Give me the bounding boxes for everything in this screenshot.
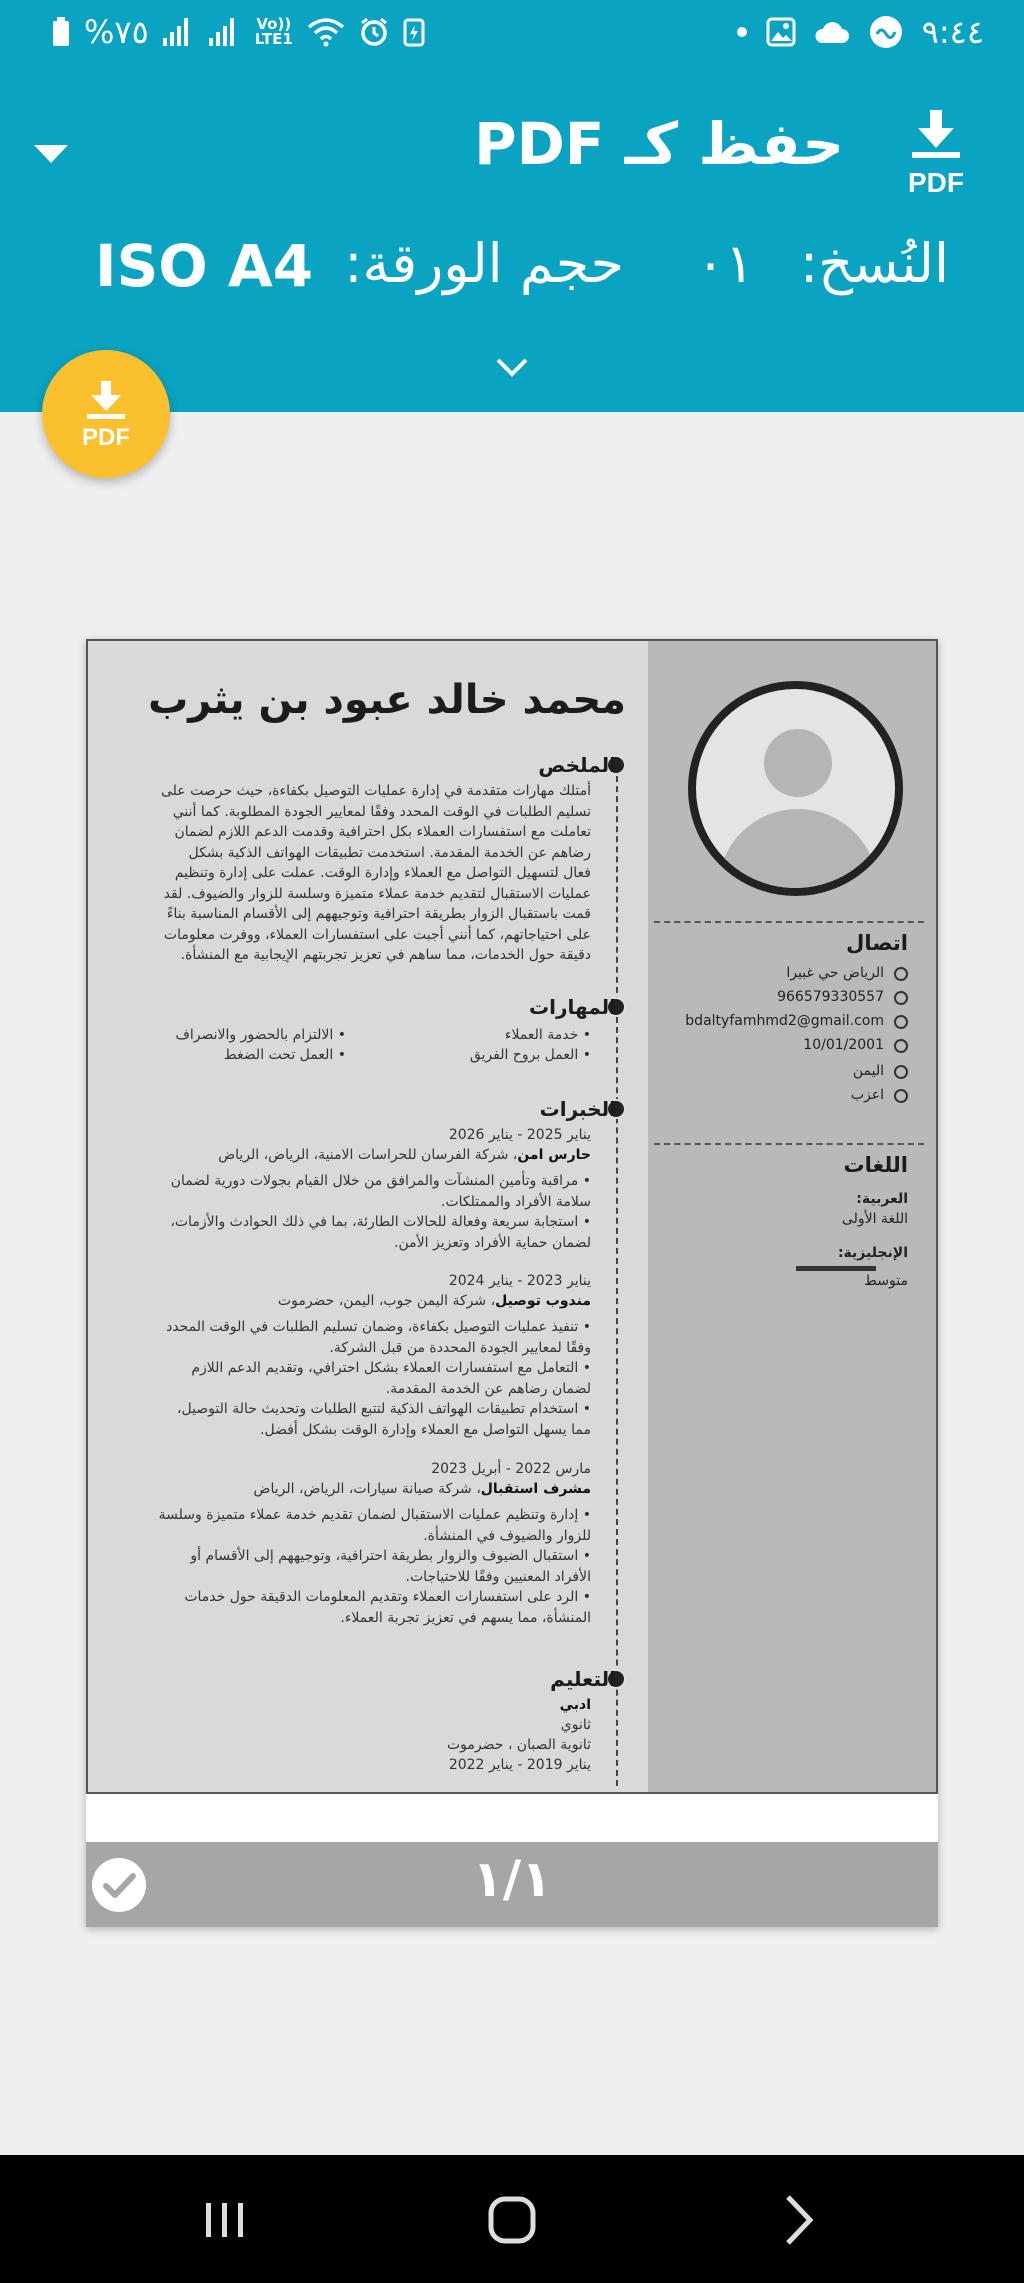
bullet-line: • التعامل مع استفسارات العملاء بشكل احترافي، وتقديم الدعم اللازم (191, 1360, 591, 1376)
education-level: ثانوي (560, 1717, 591, 1733)
contact-nationality: اليمن (852, 1063, 884, 1079)
summary-text (101, 781, 591, 966)
contact-birthdate: 10/01/2001 (803, 1037, 884, 1053)
summary-line: فعال لتسهيل التواصل مع العملاء وإدارة الوقت. عملت على إدارة وتنظيم (174, 865, 591, 881)
bullet-line: • مراقبة وتأمين المنشآت والمرافق من خلال القيام بجولات دورية لضمان (170, 1173, 591, 1189)
battery-icon (52, 17, 70, 47)
copies-label: النُسخ: (800, 232, 949, 295)
fab-label: PDF (82, 424, 130, 449)
side-divider (654, 1143, 924, 1145)
copies-value: ٠١ (695, 232, 754, 295)
education-field: ادبي (559, 1697, 591, 1713)
contact-email: bdaltyfamhmd2@gmail.com (685, 1013, 884, 1029)
back-icon[interactable] (764, 2185, 834, 2255)
summary-line: تعاملت مع استفسارات العملاء بكل احترافية وقدمت الدعم اللازم لضمان (174, 824, 591, 840)
paper-size-value: ISO A4 (95, 232, 314, 300)
bullet-line: لضمان حماية الأفراد وتعزيز الأمن. (394, 1234, 591, 1251)
summary-heading: الملخص (538, 753, 616, 777)
wifi-icon (307, 17, 345, 47)
volte-icon (255, 17, 293, 47)
education-date: يناير 2019 - يناير 2022 (448, 1757, 591, 1773)
summary-line: رضاهم عن الخدمة المقدمة. استخدمت تطبيقات الهواتف الذكية بشكل (188, 844, 591, 861)
status-bar-right (736, 12, 984, 52)
printer-dropdown-icon[interactable] (30, 139, 72, 169)
alarm-icon (359, 17, 389, 47)
bullet-line: • إدارة وتنظيم عمليات الاستقبال لضمان تقديم خدمة عملاء متميزة وسلسة (158, 1507, 591, 1523)
language-level-bar (796, 1266, 876, 1271)
print-settings-header (0, 64, 1024, 412)
summary-line: على احتياجاتهم، كما أنني أجبت على استفسارات العملاء، ووفرت معلومات (163, 926, 591, 943)
timeline-line (616, 766, 618, 1786)
status-time: ٩:٤٤ (921, 13, 984, 51)
contact-location: الرياض حي غبيرا (786, 965, 884, 981)
signal-icon (163, 18, 195, 46)
summary-line: دقيقة حول الخدمات، مما ساهم في تعزيز تجربتهم الإيجابية مع المنشأة. (180, 947, 591, 963)
volte-label: Vo)) (256, 15, 292, 33)
education-school: ثانوية الصبان ، حضرموت (446, 1737, 591, 1753)
dot-icon (736, 26, 748, 38)
pdf-download-icon (71, 379, 141, 449)
page-counter: ١/١ (472, 1850, 552, 1908)
email-icon (894, 1015, 908, 1029)
pdf-download-icon[interactable] (898, 110, 974, 196)
printer-title[interactable]: حفظ كـ PDF (474, 110, 844, 178)
summary-line: أمتلك مهارات متقدمة في إدارة عمليات التوصيل بكفاءة، حيث حرصت على (160, 783, 591, 799)
location-icon (894, 967, 908, 981)
experience-bullets (121, 1317, 591, 1440)
bullet-line: الأفراد المعنيين وفقًا للاحتياجات. (405, 1568, 591, 1585)
avatar (688, 681, 903, 896)
side-divider (654, 921, 924, 923)
document-page-image (86, 639, 938, 1794)
paper-size-label: حجم الورقة: (344, 232, 624, 295)
system-nav-bar (0, 2155, 1024, 2283)
experience-bullets (121, 1171, 591, 1253)
experience-title: مندوب توصيل، شركة اليمن جوب، اليمن، حضرموت (277, 1293, 591, 1309)
skill-item: • العمل بروح الفريق (469, 1047, 591, 1063)
experience-bullets (121, 1505, 591, 1628)
avatar-placeholder-icon (764, 729, 832, 797)
home-icon[interactable] (477, 2185, 547, 2255)
summary-line: عمليات الاستقبال لتقديم خدمة عملاء متميزة وسلسة للزوار والضيوف. لقد (163, 885, 591, 902)
skill-item: • الالتزام بالحضور والانصراف (175, 1027, 346, 1043)
contact-marital-status: اعزب (850, 1087, 884, 1103)
experience-date: يناير 2025 - يناير 2026 (448, 1127, 591, 1143)
phone-icon (894, 991, 908, 1005)
page-preview-footer (86, 1842, 938, 1927)
bullet-line: • استجابة سريعة وفعالة للحالات الطارئة، بما في ذلك الحوادث والأزمات، (170, 1214, 591, 1230)
education-heading: التعليم (550, 1667, 616, 1691)
pdf-icon-label: PDF (908, 167, 964, 196)
experience-date: يناير 2023 - يناير 2024 (448, 1273, 591, 1289)
language-level: اللغة الأولى (841, 1211, 908, 1227)
signal-icon (209, 18, 241, 46)
page-preview-card[interactable] (86, 639, 938, 1927)
experience-heading: الخبرات (539, 1097, 616, 1121)
summary-line: قمت باستقبال الزوار بطريقة احترافية وتوجيههم إلى الأقسام المناسبة بناءً (166, 906, 591, 922)
avatar-body (718, 809, 878, 896)
vpn-icon (868, 14, 904, 50)
globe-icon (894, 1065, 908, 1079)
lte-label: LTE1 (254, 30, 293, 48)
bullet-line: مما يسهل التواصل مع العملاء وإدارة الوقت بشكل أفضل. (260, 1421, 591, 1438)
bullet-line: • استقبال الضيوف والزوار بطريقة احترافية، وتوجيههم إلى الأقسام أو (190, 1548, 591, 1564)
status-bar-left (52, 12, 425, 52)
skills-heading: المهارات (529, 995, 616, 1019)
cv-name: محمد خالد عبود بن يثرب (148, 677, 626, 723)
bullet-line: سلامة الأفراد والممتلكات. (441, 1193, 591, 1210)
experience-title: مشرف استقبال، شركة صيانة سيارات، الرياض، الرياض (253, 1481, 591, 1497)
status-bar (0, 0, 1024, 64)
contact-heading: اتصال (846, 931, 908, 955)
marital-icon (894, 1089, 908, 1103)
skill-item: • العمل تحت الضغط (223, 1047, 346, 1063)
bullet-line: • استخدام تطبيقات الهواتف الذكية لتتبع الطلبات وتحديث حالة التوصيل، (176, 1401, 591, 1417)
language-name: العربية: (856, 1191, 908, 1207)
chevron-down-icon[interactable] (494, 356, 530, 378)
bullet-line: • تنفيذ عمليات التوصيل بكفاءة، وضمان تسليم الطلبات في الوقت المحدد (166, 1319, 591, 1335)
cloud-icon (814, 19, 850, 45)
battery-percent: %٧٥ (84, 13, 149, 51)
language-level: متوسط (864, 1273, 908, 1289)
summary-line: تسليم الطلبات في الوقت المحدد وفقًا لمعايير الجودة المطلوبة. كما أنني (172, 803, 591, 820)
contact-phone: 966579330557 (777, 989, 884, 1005)
experience-date: مارس 2022 - أبريل 2023 (431, 1461, 591, 1477)
battery-saver-icon (403, 17, 425, 47)
bullet-line: وفقًا لمعايير الجودة المحددة من قبل الشركة. (329, 1339, 591, 1356)
recent-apps-icon[interactable] (190, 2185, 260, 2255)
gallery-icon (766, 17, 796, 47)
bullet-line: للزوار والضيوف في المنشأة. (423, 1527, 591, 1544)
settings-summary-row[interactable] (0, 232, 1024, 312)
birthday-icon (894, 1039, 908, 1053)
skill-item: • خدمة العملاء (504, 1027, 591, 1043)
languages-heading: اللغات (843, 1153, 908, 1177)
experience-title: حارس امن، شركة الفرسان للحراسات الامنية، الرياض، الرياض (218, 1147, 591, 1163)
language-name: الإنجليزية: (837, 1245, 908, 1261)
download-pdf-button[interactable] (42, 350, 170, 478)
bullet-line: لضمان رضاهم عن الخدمة المقدمة. (385, 1380, 591, 1397)
bullet-line: المنشأة، مما يسهم في تعزيز تجربة العملاء. (340, 1609, 591, 1626)
bullet-line: • الرد على استفسارات العملاء وتقديم المعلومات الدقيقة حول خدمات (184, 1589, 591, 1605)
